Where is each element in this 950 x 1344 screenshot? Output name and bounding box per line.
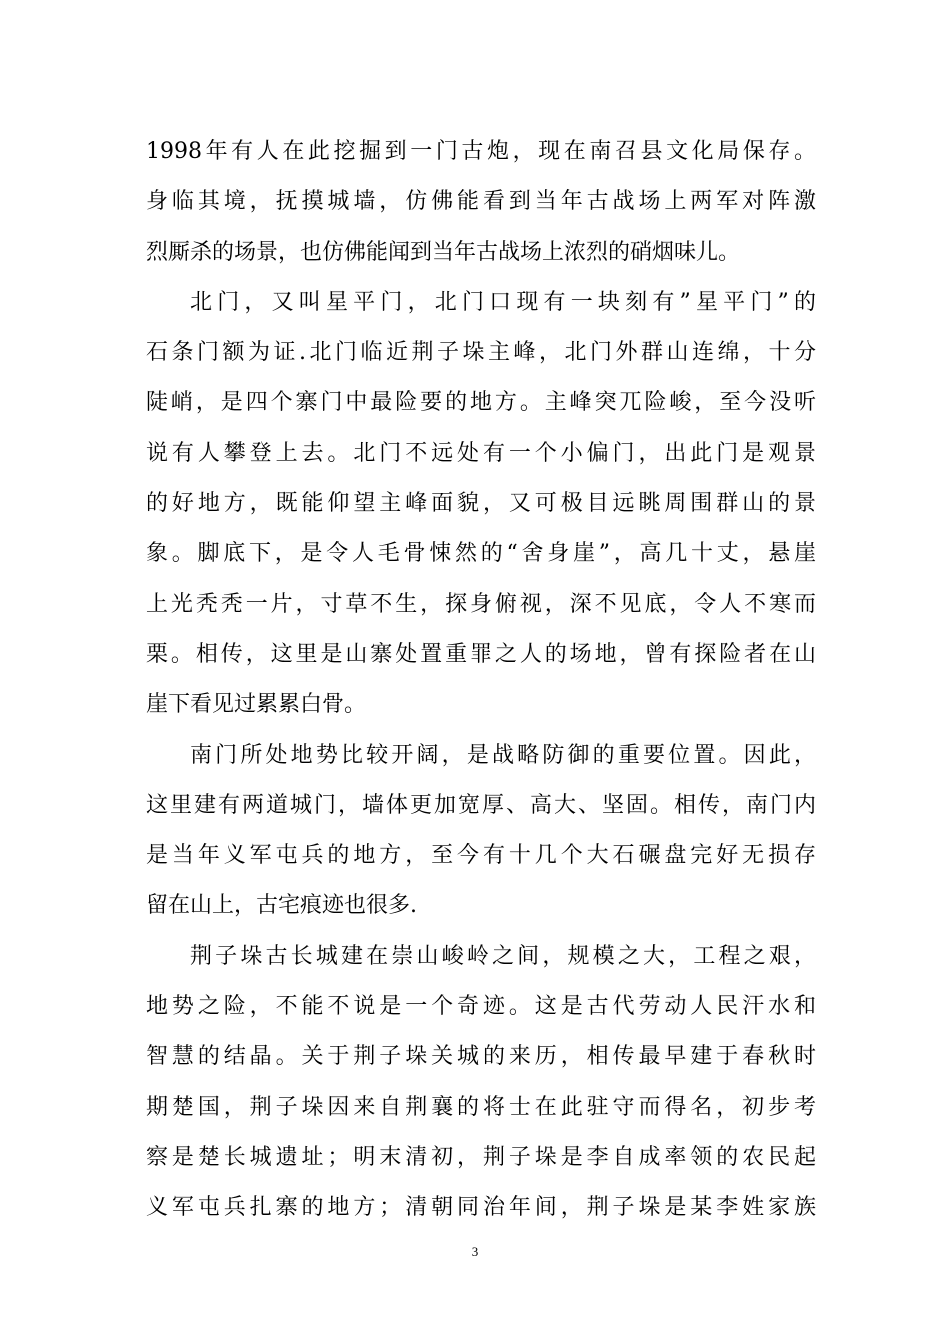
document-body [146, 127, 816, 1234]
text-line: 这里建有两道城门，墙体更加宽厚、高大、坚固。相传，南门内 [146, 792, 816, 818]
text-line: 烈厮杀的场景，也仿佛能闻到当年古战场上浓烈的硝烟味儿。 [146, 239, 741, 265]
text-line: 说有人攀登上去。北门不远处有一个小偏门，出此门是观景 [146, 440, 816, 466]
text-line: 地势之险，不能不说是一个奇迹。这是古代劳动人民汗水和 [146, 994, 816, 1020]
text-line: 1998年有人在此挖掘到一门古炮，现在南召县文化局保存。 [146, 139, 816, 164]
text-line: 石条门额为证.北门临近荆子垛主峰，北门外群山连绵，十分 [146, 340, 816, 366]
text-line: 上光秃秃一片，寸草不生，探身俯视，深不见底，令人不寒而 [146, 591, 816, 617]
paragraph-start-line: 南门所处地势比较开阔，是战略防御的重要位置。因此， [190, 742, 816, 768]
paragraph-start-line: 荆子垛古长城建在崇山峻岭之间，规模之大，工程之艰， [190, 943, 816, 969]
text-line: 智慧的结晶。关于荆子垛关城的来历，相传最早建于春秋时 [146, 1044, 816, 1070]
text-line: 陡峭，是四个寨门中最险要的地方。主峰突兀险峻，至今没听 [146, 390, 816, 416]
text-line: 是当年义军屯兵的地方，至今有十几个大石碾盘完好无损存 [146, 843, 816, 869]
text-line: 期楚国，荆子垛因来自荆襄的将士在此驻守而得名，初步考 [146, 1094, 816, 1120]
text-line: 义军屯兵扎寨的地方；清朝同治年间，荆子垛是某李姓家族 [146, 1195, 816, 1221]
text-line: 象。脚底下，是令人毛骨悚然的“舍身崖”，高几十丈，悬崖 [146, 541, 816, 567]
paragraph-start-line: 北门，又叫星平门，北门口现有一块刻有”星平门”的 [190, 289, 816, 315]
text-line: 栗。相传，这里是山寨处置重罪之人的场地，曾有探险者在山 [146, 641, 816, 667]
text-line: 身临其境，抚摸城墙，仿佛能看到当年古战场上两军对阵激 [146, 189, 816, 215]
text-line: 留在山上，古宅痕迹也很多. [146, 893, 417, 919]
page-number: 3 [471, 1244, 479, 1259]
text-line: 的好地方，既能仰望主峰面貌，又可极目远眺周围群山的景 [146, 491, 816, 517]
text-line: 察是楚长城遗址；明末清初，荆子垛是李自成率领的农民起 [146, 1144, 816, 1170]
text-line: 崖下看见过累累白骨。 [146, 692, 367, 718]
